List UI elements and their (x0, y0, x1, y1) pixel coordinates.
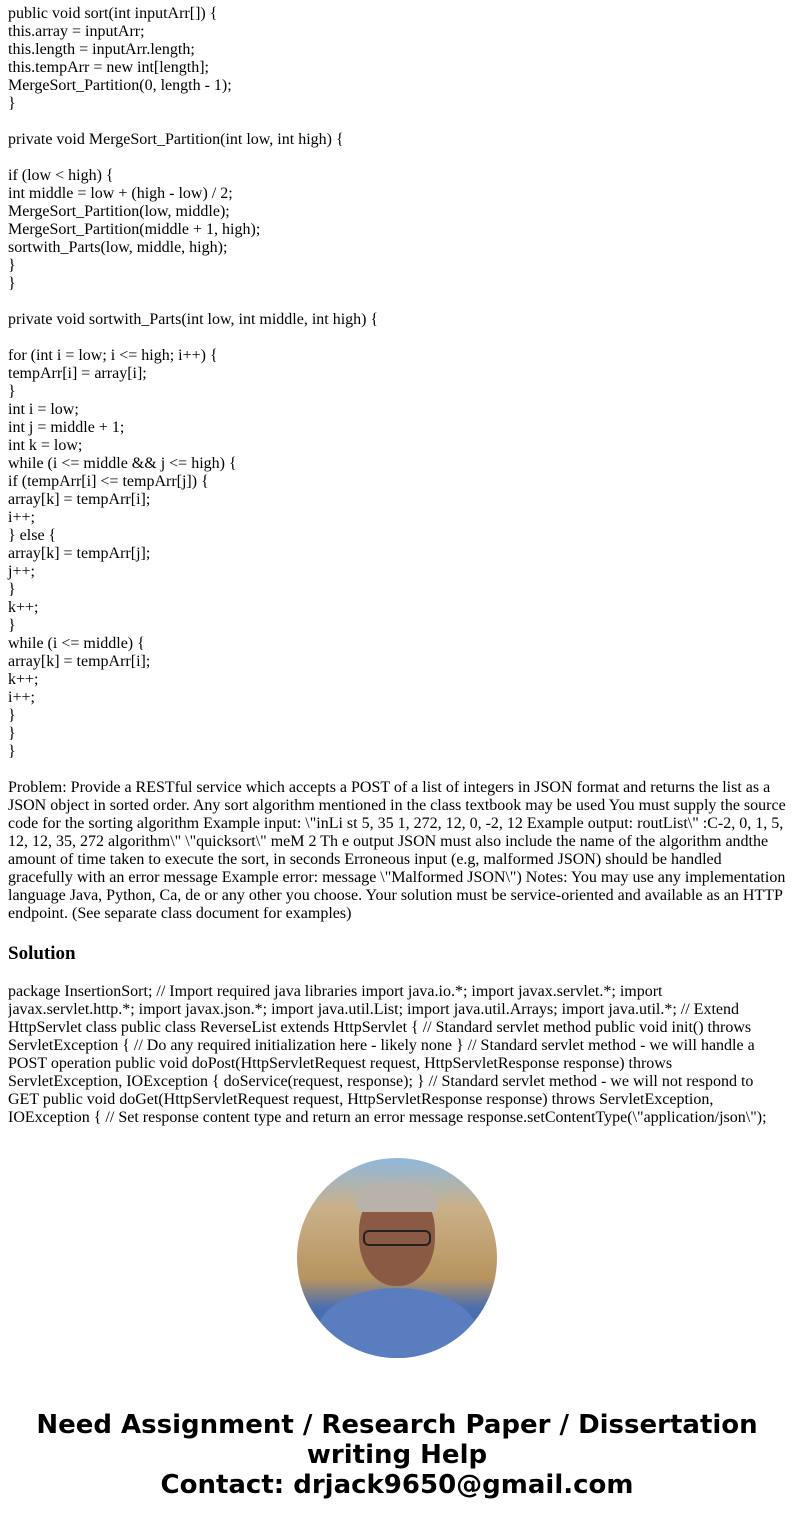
problem-text: Problem: Provide a RESTful service which accepts a POST of a list of integers in JSON format and returns the list as a JSON object in sorted order. Any sort algorithm mentioned in the class textbook may be used You must supply the source code for the sorting algorithm Example input: \"inLi st 5, 35 1, 272, 12, 0, -2, 12 Example output: routList\" :C-2, 0, 1, 5, 12, 12, 35, 272 algorithm\" \"quicksort\" meM 2 Th e output JSON must also include the name of the algorithm andthe amount of time taken to execute the sort, in seconds Erroneous input (e.g, malformed JSON) should be handled gracefully with an error message Example error: message \"Malformed JSON\") Notes: You may use any implementation language Java, Python, Ca, de or any other you choose. Your solution must be service-oriented and available as an HTTP endpoint. (See separate class document for examples) (8, 779, 786, 922)
code-block (8, 5, 786, 761)
code-line: public void sort(int inputArr[]) { (8, 5, 218, 22)
code-line: } (8, 383, 16, 400)
code-line: } (8, 707, 16, 724)
code-line: k++; (8, 671, 39, 688)
code-line: if (tempArr[i] <= tempArr[j]) { (8, 473, 209, 490)
code-line: } (8, 725, 16, 742)
code-line: this.tempArr = new int[length]; (8, 59, 209, 76)
code-line: MergeSort_Partition(low, middle); (8, 203, 230, 220)
code-line (8, 293, 786, 311)
code-line: i++; (8, 689, 35, 706)
solution-heading: Solution (8, 943, 76, 964)
code-line: if (low < high) { (8, 167, 114, 184)
code-line: k++; (8, 599, 39, 616)
code-line: int j = middle + 1; (8, 419, 125, 436)
code-line: j++; (8, 563, 35, 580)
code-line: tempArr[i] = array[i]; (8, 365, 147, 382)
code-line: private void MergeSort_Partition(int low, int high) { (8, 131, 344, 148)
footer-banner (0, 1410, 794, 1500)
code-line: for (int i = low; i <= high; i++) { (8, 347, 218, 364)
code-line (8, 329, 786, 347)
footer-contact[interactable]: Contact: drjack9650@gmail.com (160, 1470, 634, 1500)
code-line: sortwith_Parts(low, middle, high); (8, 239, 228, 256)
code-line: while (i <= middle) { (8, 635, 145, 652)
code-line: MergeSort_Partition(0, length - 1); (8, 77, 232, 94)
code-line: int middle = low + (high - low) / 2; (8, 185, 233, 202)
code-line: array[k] = tempArr[i]; (8, 491, 151, 508)
code-line: i++; (8, 509, 35, 526)
code-line: int k = low; (8, 437, 83, 454)
solution-text: package InsertionSort; // Import required java libraries import java.io.*; import javax.servlet.*; import javax.servlet.http.*; import javax.json.*; import java.util.List; import java.util.Arrays; import java.util.*; // Extend HttpServlet class public class ReverseList extends HttpServlet { // Standard servlet method public void init() throws ServletException { // Do any required initialization here - likely none } // Standard servlet method - we will handle a POST operation public void doPost(HttpServletRequest request, HttpServletResponse response) throws ServletException, IOException { doService(request, response); } // Standard servlet method - we will not respond to GET public void doGet(HttpServletRequest request, HttpServletResponse response) throws ServletException, IOException { // Set response content type and return an error message response.setContentType(\"application/json\"); (8, 983, 767, 1126)
code-line: array[k] = tempArr[j]; (8, 545, 151, 562)
code-line (8, 149, 786, 167)
code-line: this.length = inputArr.length; (8, 41, 195, 58)
code-line: this.array = inputArr; (8, 23, 145, 40)
code-line: } (8, 743, 16, 760)
author-photo (297, 1158, 497, 1358)
code-line: while (i <= middle && j <= high) { (8, 455, 237, 472)
code-line (8, 113, 786, 131)
code-line: } (8, 581, 16, 598)
code-line: private void sortwith_Parts(int low, int middle, int high) { (8, 311, 379, 328)
code-line: } (8, 617, 16, 634)
footer-help-text: Need Assignment / Research Paper / Dissertation writing Help (36, 1410, 758, 1470)
code-line: int i = low; (8, 401, 79, 418)
code-line: } else { (8, 527, 57, 544)
code-line: } (8, 95, 16, 112)
code-line: MergeSort_Partition(middle + 1, high); (8, 221, 261, 238)
code-line: array[k] = tempArr[i]; (8, 653, 151, 670)
code-line: } (8, 257, 16, 274)
code-line: } (8, 275, 16, 292)
